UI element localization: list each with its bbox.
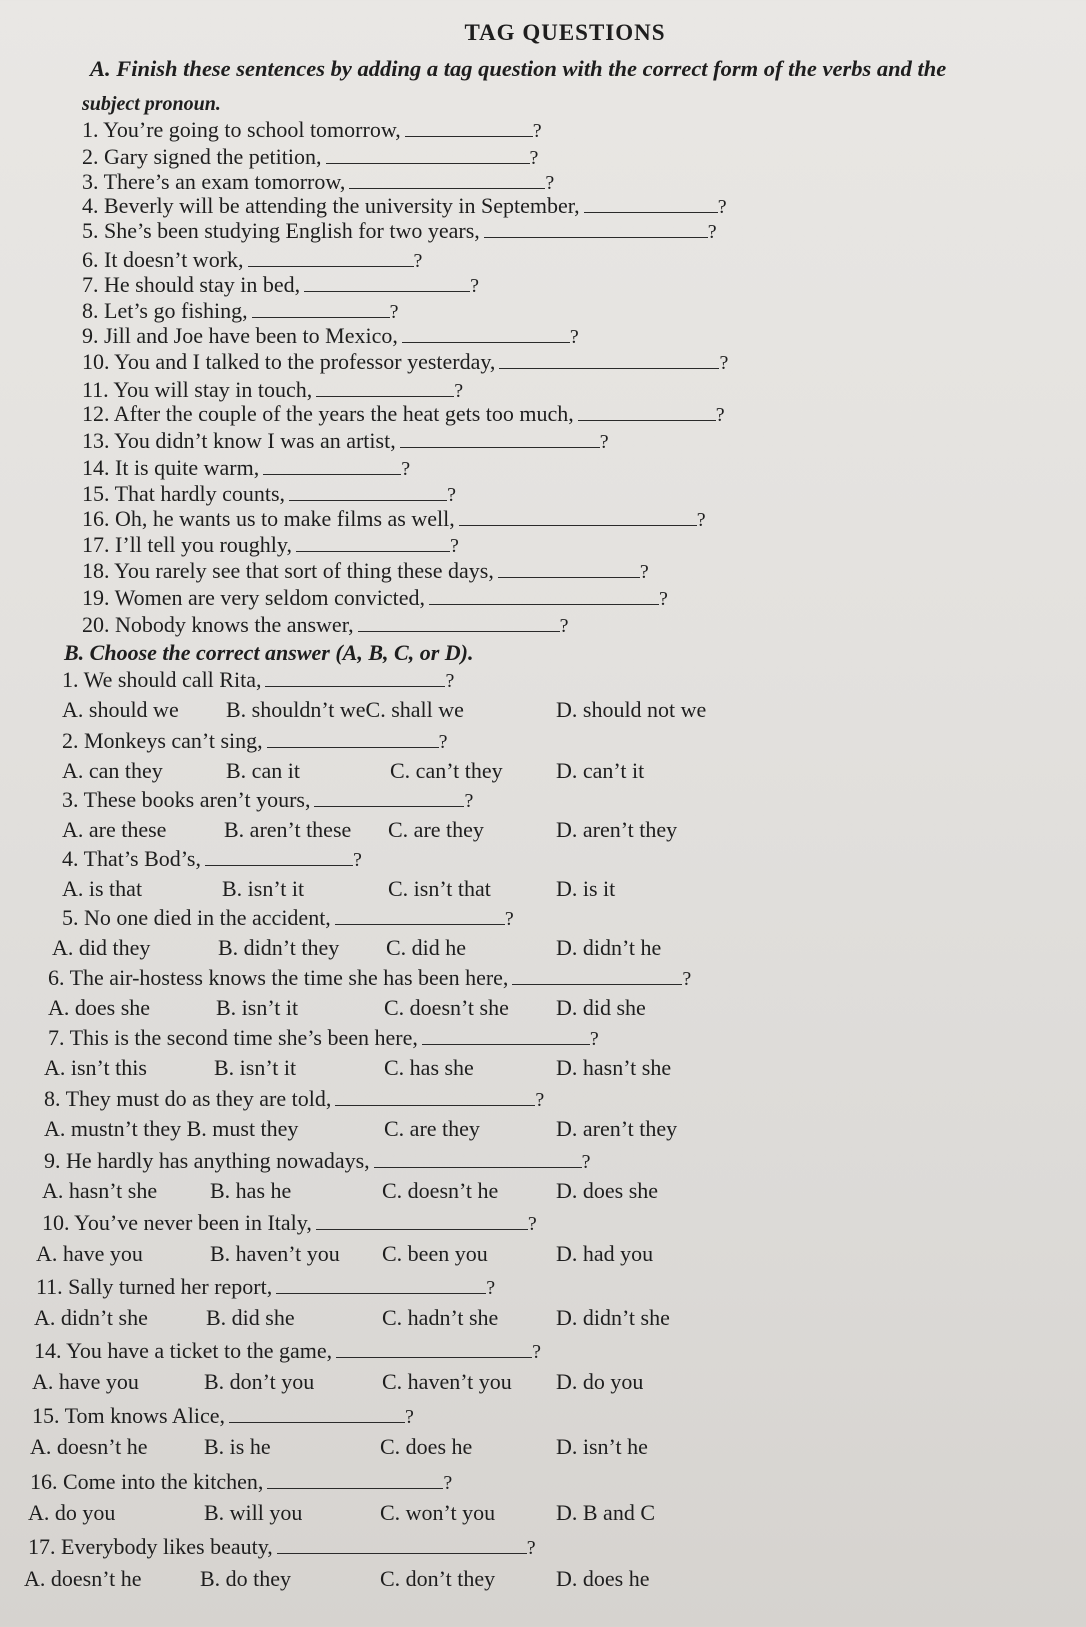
option-a[interactable]: A. does she <box>48 995 151 1020</box>
option-c[interactable]: C. has she <box>384 1055 474 1080</box>
question-mark: ? <box>447 484 456 506</box>
option-b[interactable]: B. haven’t you <box>210 1241 340 1266</box>
question-mark: ? <box>450 535 459 557</box>
option-c[interactable]: C. been you <box>382 1241 488 1266</box>
item-text: 5. She’s been studying English for two years, <box>82 218 480 243</box>
answer-blank[interactable] <box>265 668 445 687</box>
option-c[interactable]: C. don’t they <box>380 1566 496 1591</box>
option-d[interactable]: D. didn’t he <box>556 935 662 960</box>
item-text: 12. After the couple of the years the heat gets too much, <box>82 401 574 426</box>
answer-blank[interactable] <box>484 219 708 238</box>
question-mark: ? <box>352 849 362 871</box>
option-c[interactable]: C. can’t they <box>390 758 503 783</box>
option-a[interactable]: A. have you <box>32 1369 139 1394</box>
option-a[interactable]: A. is that <box>62 876 143 901</box>
item-text: 2. Gary signed the petition, <box>82 144 322 169</box>
question-stem <box>34 1338 541 1364</box>
question-stem <box>44 1086 544 1112</box>
exercise-a-item <box>82 428 609 454</box>
answer-blank[interactable] <box>358 613 560 632</box>
question-mark: ? <box>707 221 717 243</box>
question-mark: ? <box>589 1028 599 1050</box>
question-mark: ? <box>454 380 464 402</box>
exercise-a-item <box>82 218 717 244</box>
item-text: 14. It is quite warm, <box>82 455 260 480</box>
option-b[interactable]: B. shouldn’t weC. shall we <box>226 697 464 722</box>
option-c[interactable]: C. does he <box>380 1434 473 1459</box>
option-a[interactable]: A. are these <box>62 817 167 842</box>
exercise-a-item <box>82 401 725 427</box>
exercise-a-item <box>82 506 706 532</box>
option-d[interactable]: D. is it <box>556 876 616 901</box>
stem-text: 14. You have a ticket to the game, <box>34 1338 333 1363</box>
answer-blank[interactable] <box>276 1275 486 1294</box>
question-stem <box>32 1403 414 1429</box>
question-stem <box>36 1274 495 1300</box>
item-text: 10. You and I talked to the professor yesterday, <box>82 349 496 374</box>
exercise-a-item <box>82 612 569 638</box>
stem-text: 5. No one died in the accident, <box>62 905 331 930</box>
question-mark: ? <box>401 458 411 480</box>
answer-blank[interactable] <box>205 847 353 866</box>
item-text: 20. Nobody knows the answer, <box>82 612 354 637</box>
stem-text: 10. You’ve never been in Italy, <box>42 1210 312 1235</box>
option-a[interactable]: A. doesn’t he <box>30 1434 148 1459</box>
exercise-a-item <box>82 247 422 273</box>
section-a-heading-line2: subject pronoun. <box>82 93 221 115</box>
answer-blank[interactable] <box>498 559 640 578</box>
question-stem <box>28 1534 536 1560</box>
exercise-a-item <box>82 558 649 584</box>
item-text: 4. Beverly will be attending the university in September, <box>82 193 580 218</box>
option-d[interactable]: D. should not we <box>556 697 707 722</box>
question-stem <box>62 667 454 693</box>
question-mark: ? <box>682 968 692 990</box>
option-c[interactable]: C. are they <box>384 1116 480 1141</box>
stem-text: 6. The air-hostess knows the time she has been here, <box>48 965 509 990</box>
option-b[interactable]: B. is he <box>204 1434 271 1459</box>
exercise-a-item <box>82 455 410 481</box>
question-mark: ? <box>529 147 539 169</box>
stem-text: 8. They must do as they are told, <box>44 1086 332 1111</box>
option-d[interactable]: D. can’t it <box>556 758 645 783</box>
answer-blank[interactable] <box>316 1211 528 1230</box>
option-a[interactable]: A. did they <box>52 935 151 960</box>
option-b[interactable]: B. do they <box>200 1566 292 1591</box>
option-c[interactable]: C. isn’t that <box>388 876 491 901</box>
answer-blank[interactable] <box>336 1339 532 1358</box>
option-a[interactable]: A. have you <box>36 1241 143 1266</box>
stem-text: 4. That’s Bod’s, <box>62 846 201 871</box>
question-stem <box>30 1469 452 1495</box>
option-b[interactable]: B. will you <box>204 1500 303 1525</box>
exercise-a-item <box>82 532 459 558</box>
option-a[interactable]: A. isn’t this <box>44 1055 147 1080</box>
question-stem <box>42 1210 537 1236</box>
exercise-a-item <box>82 144 538 170</box>
answer-blank[interactable] <box>429 586 659 605</box>
answer-blank[interactable] <box>277 1535 527 1554</box>
option-a[interactable]: A. hasn’t she <box>42 1178 158 1203</box>
stem-text: 1. We should call Rita, <box>62 667 262 692</box>
item-text: 3. There’s an exam tomorrow, <box>82 169 346 194</box>
answer-blank[interactable] <box>422 1026 590 1045</box>
item-text: 7. He should stay in bed, <box>82 272 301 297</box>
question-mark: ? <box>389 301 399 323</box>
option-c[interactable]: C. doesn’t she <box>384 995 509 1020</box>
exercise-a-item <box>82 349 728 375</box>
item-text: 13. You didn’t know I was an artist, <box>82 428 396 453</box>
question-stem <box>62 728 448 754</box>
question-mark: ? <box>545 172 555 194</box>
question-mark: ? <box>413 250 423 272</box>
answer-blank[interactable] <box>578 402 716 421</box>
option-d[interactable]: D. didn’t she <box>556 1305 670 1330</box>
question-mark: ? <box>504 908 514 930</box>
option-d[interactable]: D. had you <box>556 1241 654 1266</box>
option-c[interactable]: C. won’t you <box>380 1500 496 1525</box>
answer-blank[interactable] <box>405 118 533 137</box>
option-d[interactable]: D. did she <box>556 995 646 1020</box>
answer-blank[interactable] <box>267 729 439 748</box>
option-c[interactable]: C. are they <box>388 817 484 842</box>
question-mark: ? <box>717 196 727 218</box>
question-mark: ? <box>405 1406 414 1428</box>
question-mark: ? <box>464 790 474 812</box>
stem-text: 9. He hardly has anything nowadays, <box>44 1148 370 1173</box>
option-a[interactable]: A. doesn’t he <box>24 1566 142 1591</box>
item-text: 17. I’ll tell you roughly, <box>82 532 292 557</box>
option-b[interactable]: B. don’t you <box>204 1369 315 1394</box>
option-a[interactable]: A. should we <box>62 697 179 722</box>
exercise-a-item <box>82 585 668 611</box>
option-b[interactable]: B. can it <box>226 758 300 783</box>
section-a-heading-line1: A. Finish these sentences by adding a tag question with the correct form of the verbs and the <box>90 56 947 81</box>
exercise-a-item <box>82 323 579 349</box>
question-mark: ? <box>559 615 569 637</box>
exercise-a-item <box>82 298 399 324</box>
stem-text: 15. Tom knows Alice, <box>32 1403 225 1428</box>
option-b[interactable]: B. isn’t it <box>222 876 305 901</box>
answer-blank[interactable] <box>459 507 697 526</box>
answer-blank[interactable] <box>499 350 719 369</box>
question-mark: ? <box>696 509 706 531</box>
option-b[interactable]: B. isn’t it <box>216 995 299 1020</box>
answer-blank[interactable] <box>400 429 600 448</box>
answer-blank[interactable] <box>335 1087 535 1106</box>
option-d[interactable]: D. aren’t they <box>556 817 678 842</box>
option-d[interactable]: D. do you <box>556 1369 644 1394</box>
answer-blank[interactable] <box>326 145 530 164</box>
exercise-a-item <box>82 169 554 195</box>
question-stem <box>48 1025 599 1051</box>
stem-text: 7. This is the second time she’s been here, <box>48 1025 418 1050</box>
question-mark: ? <box>532 1341 542 1363</box>
question-mark: ? <box>532 120 542 142</box>
option-c[interactable]: C. haven’t you <box>382 1369 512 1394</box>
stem-text: 2. Monkeys can’t sing, <box>62 728 263 753</box>
item-text: 16. Oh, he wants us to make films as well, <box>82 506 455 531</box>
item-text: 8. Let’s go fishing, <box>82 298 248 323</box>
answer-blank[interactable] <box>402 324 570 343</box>
question-mark: ? <box>715 404 725 426</box>
question-stem <box>62 846 362 872</box>
answer-blank[interactable] <box>314 788 464 807</box>
question-mark: ? <box>581 1151 591 1173</box>
question-mark: ? <box>486 1277 496 1299</box>
answer-blank[interactable] <box>229 1404 405 1423</box>
answer-blank[interactable] <box>252 299 390 318</box>
stem-text: 11. Sally turned her report, <box>36 1274 273 1299</box>
exercise-a-item <box>82 377 463 403</box>
question-mark: ? <box>438 731 448 753</box>
item-text: 1. You’re going to school tomorrow, <box>82 117 401 142</box>
answer-blank[interactable] <box>289 482 447 501</box>
answer-blank[interactable] <box>267 1470 443 1489</box>
answer-blank[interactable] <box>512 966 682 985</box>
stem-text: 16. Come into the kitchen, <box>30 1469 264 1494</box>
item-text: 9. Jill and Joe have been to Mexico, <box>82 323 398 348</box>
item-text: 6. It doesn’t work, <box>82 247 244 272</box>
question-mark: ? <box>569 326 579 348</box>
option-c[interactable]: C. doesn’t he <box>382 1178 499 1203</box>
option-d[interactable]: D. does she <box>556 1178 659 1203</box>
exercise-a-item <box>82 193 727 219</box>
answer-blank[interactable] <box>248 248 414 267</box>
option-a-b[interactable]: A. mustn’t they B. must they <box>44 1116 299 1141</box>
item-text: 15. That hardly counts, <box>82 481 286 506</box>
option-b[interactable]: B. isn’t it <box>214 1055 297 1080</box>
option-d[interactable]: D. isn’t he <box>556 1434 648 1459</box>
option-b[interactable]: B. has he <box>210 1178 292 1203</box>
option-d[interactable]: D. aren’t they <box>556 1116 678 1141</box>
answer-blank[interactable] <box>584 194 718 213</box>
stem-text: 17. Everybody likes beauty, <box>28 1534 273 1559</box>
option-a[interactable]: A. can they <box>62 758 163 783</box>
option-b[interactable]: B. aren’t these <box>224 817 352 842</box>
option-b[interactable]: B. didn’t they <box>218 935 340 960</box>
question-stem <box>62 905 514 931</box>
item-text: 19. Women are very seldom convicted, <box>82 585 425 610</box>
question-mark: ? <box>526 1537 536 1559</box>
question-mark: ? <box>535 1089 545 1111</box>
answer-blank[interactable] <box>304 273 470 292</box>
answer-blank[interactable] <box>374 1149 582 1168</box>
question-mark: ? <box>639 561 649 583</box>
question-mark: ? <box>599 431 609 453</box>
option-d[interactable]: D. hasn’t she <box>556 1055 672 1080</box>
question-stem <box>48 965 691 991</box>
option-c[interactable]: C. did he <box>386 935 467 960</box>
item-text: 11. You will stay in touch, <box>82 377 313 402</box>
option-a[interactable]: A. do you <box>28 1500 116 1525</box>
exercise-a-item <box>82 272 479 298</box>
option-c[interactable]: C. hadn’t she <box>382 1305 499 1330</box>
option-d[interactable]: D. B and C <box>556 1500 655 1525</box>
stem-text: 3. These books aren’t yours, <box>62 787 311 812</box>
exercise-a-item <box>82 117 542 143</box>
answer-blank[interactable] <box>316 378 454 397</box>
question-stem <box>44 1148 591 1174</box>
item-text: 18. You rarely see that sort of thing these days, <box>82 558 494 583</box>
question-mark: ? <box>719 352 729 374</box>
exercise-a-item <box>82 481 456 507</box>
question-mark: ? <box>527 1213 537 1235</box>
question-mark: ? <box>443 1472 453 1494</box>
question-stem <box>62 787 473 813</box>
option-d[interactable]: D. does he <box>556 1566 650 1591</box>
section-b-heading: B. Choose the correct answer (A, B, C, or D). <box>64 640 474 665</box>
question-mark: ? <box>470 275 480 297</box>
option-a[interactable]: A. didn’t she <box>34 1305 148 1330</box>
question-mark: ? <box>445 670 455 692</box>
answer-blank[interactable] <box>263 456 401 475</box>
page-title: TAG QUESTIONS <box>464 20 666 45</box>
question-mark: ? <box>659 588 668 610</box>
option-b[interactable]: B. did she <box>206 1305 295 1330</box>
answer-blank[interactable] <box>349 170 545 189</box>
answer-blank[interactable] <box>296 533 450 552</box>
answer-blank[interactable] <box>335 906 505 925</box>
